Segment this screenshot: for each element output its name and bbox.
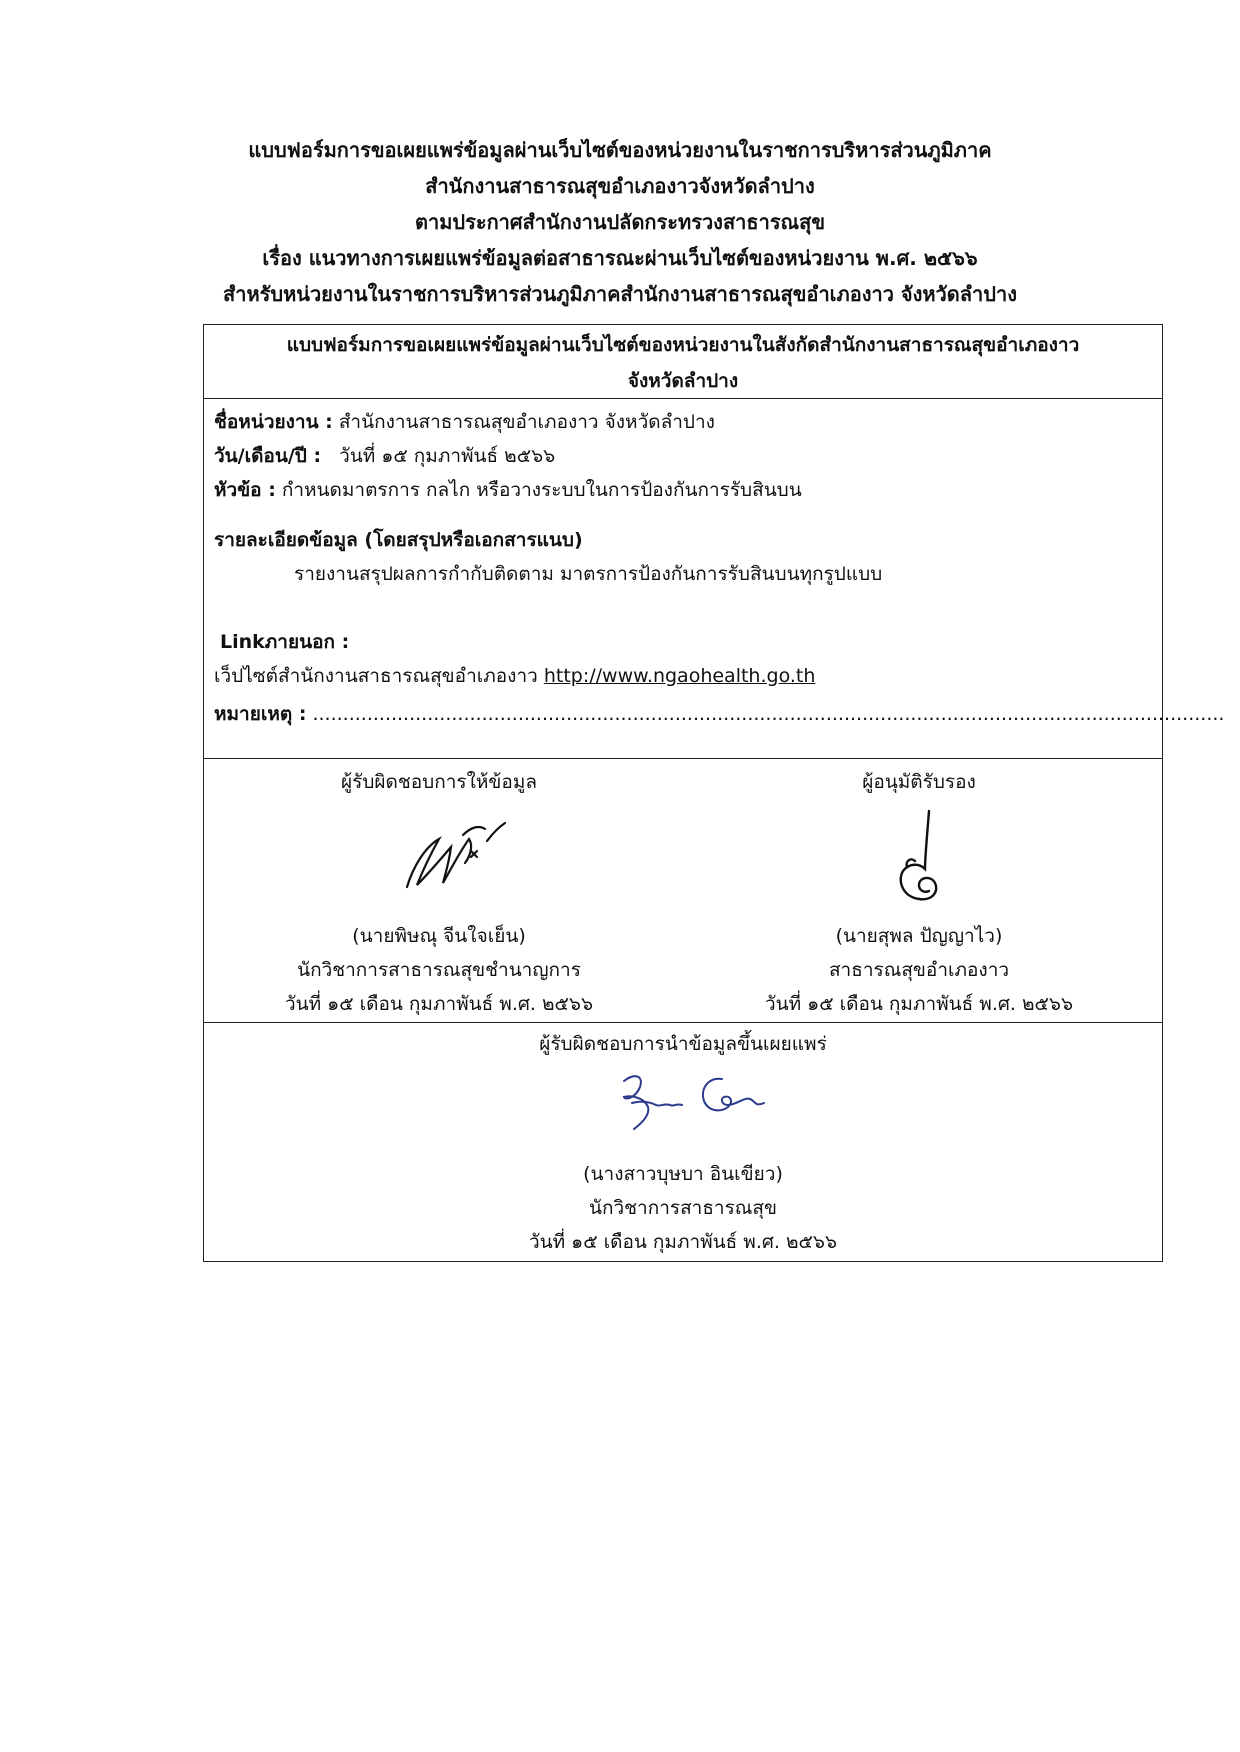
header-line-2: สำนักงานสาธารณสุขอำเภองาวจังหวัดลำปาง [425, 174, 815, 198]
right-signer-name: (นายสุพล ปัญญาไว) [835, 925, 1003, 947]
topic-label: หัวข้อ : [214, 479, 276, 501]
detail-label: รายละเอียดข้อมูล (โดยสรุปหรือเอกสารแนบ) [214, 529, 583, 551]
header-line-1: แบบฟอร์มการขอเผยแพร่ข้อมูลผ่านเว็บไซต์ของหน่วยงานในราชการบริหารส่วนภูมิภาค [248, 138, 992, 162]
publication-form [203, 324, 1225, 1262]
publisher-section [204, 1023, 1162, 1261]
publisher-position: นักวิชาการสาธารณสุข [588, 1197, 778, 1219]
link-row [214, 661, 815, 691]
topic-row [214, 475, 802, 505]
header-line-4: เรื่อง แนวทางการเผยแพร่ข้อมูลต่อสาธารณะผ่านเว็บไซต์ของหน่วยงาน พ.ศ. ๒๕๖๖ [262, 246, 978, 270]
note-dots: ....................................................................................................................................................... [312, 703, 1225, 725]
left-signer-position: นักวิชาการสาธารณสุขชำนาญการ [297, 959, 581, 981]
right-signer-position: สาธารณสุขอำเภองาว [828, 959, 1010, 981]
left-signature-image [399, 817, 509, 897]
unit-label: ชื่อหน่วยงาน : [214, 411, 333, 433]
link-label: Linkภายนอก : [220, 631, 350, 653]
date-label: วัน/เดือน/ปี : [214, 445, 322, 467]
website-link[interactable]: http://www.ngaohealth.go.th [543, 665, 816, 687]
document-header [0, 132, 1240, 312]
topic-value: กำหนดมาตรการ กลไก หรือวางระบบในการป้องกันการรับสินบน [281, 479, 802, 501]
header-line-5: สำหรับหน่วยงานในราชการบริหารส่วนภูมิภาคสำนักงานสาธารณสุขอำเภองาว จังหวัดลำปาง [223, 282, 1017, 306]
note-row [214, 699, 1224, 729]
left-signer-name: (นายพิษณุ จีนใจเย็น) [352, 925, 526, 947]
right-signature-image [889, 807, 949, 907]
form-title-line-1: แบบฟอร์มการขอเผยแพร่ข้อมูลผ่านเว็บไซต์ของหน่วยงานในสังกัดสำนักงานสาธารณสุขอำเภองาว [286, 334, 1080, 356]
unit-row [214, 407, 715, 437]
link-prefix: เว็ปไซต์สำนักงานสาธารณสุขอำเภองาว [214, 665, 538, 687]
right-signer-role: ผู้อนุมัติรับรอง [862, 771, 976, 793]
note-label: หมายเหตุ : [214, 703, 307, 725]
form-title [204, 325, 1162, 399]
header-line-3: ตามประกาศสำนักงานปลัดกระทรวงสาธารณสุข [414, 210, 825, 234]
publisher-signature-image [604, 1067, 774, 1137]
publisher-role: ผู้รับผิดชอบการนำข้อมูลขึ้นเผยแพร่ [539, 1033, 827, 1055]
left-signer-role: ผู้รับผิดชอบการให้ข้อมูล [341, 771, 537, 793]
form-title-line-2: จังหวัดลำปาง [627, 370, 739, 392]
publisher-name: (นางสาวบุษบา อินเขียว) [583, 1163, 783, 1185]
left-signer-date: วันที่ ๑๕ เดือน กุมภาพันธ์ พ.ศ. ๒๕๖๖ [284, 993, 594, 1015]
signature-section [204, 759, 1162, 1023]
publisher-date: วันที่ ๑๕ เดือน กุมภาพันธ์ พ.ศ. ๒๕๖๖ [528, 1231, 838, 1253]
unit-value: สำนักงานสาธารณสุขอำเภองาว จังหวัดลำปาง [338, 411, 715, 433]
date-value: วันที่ ๑๕ กุมภาพันธ์ ๒๕๖๖ [339, 445, 556, 467]
detail-value: รายงานสรุปผลการกำกับติดตาม มาตรการป้องกันการรับสินบนทุกรูปแบบ [294, 563, 883, 585]
right-signer-date: วันที่ ๑๕ เดือน กุมภาพันธ์ พ.ศ. ๒๕๖๖ [764, 993, 1074, 1015]
date-row [214, 441, 555, 471]
info-section [204, 399, 1225, 759]
